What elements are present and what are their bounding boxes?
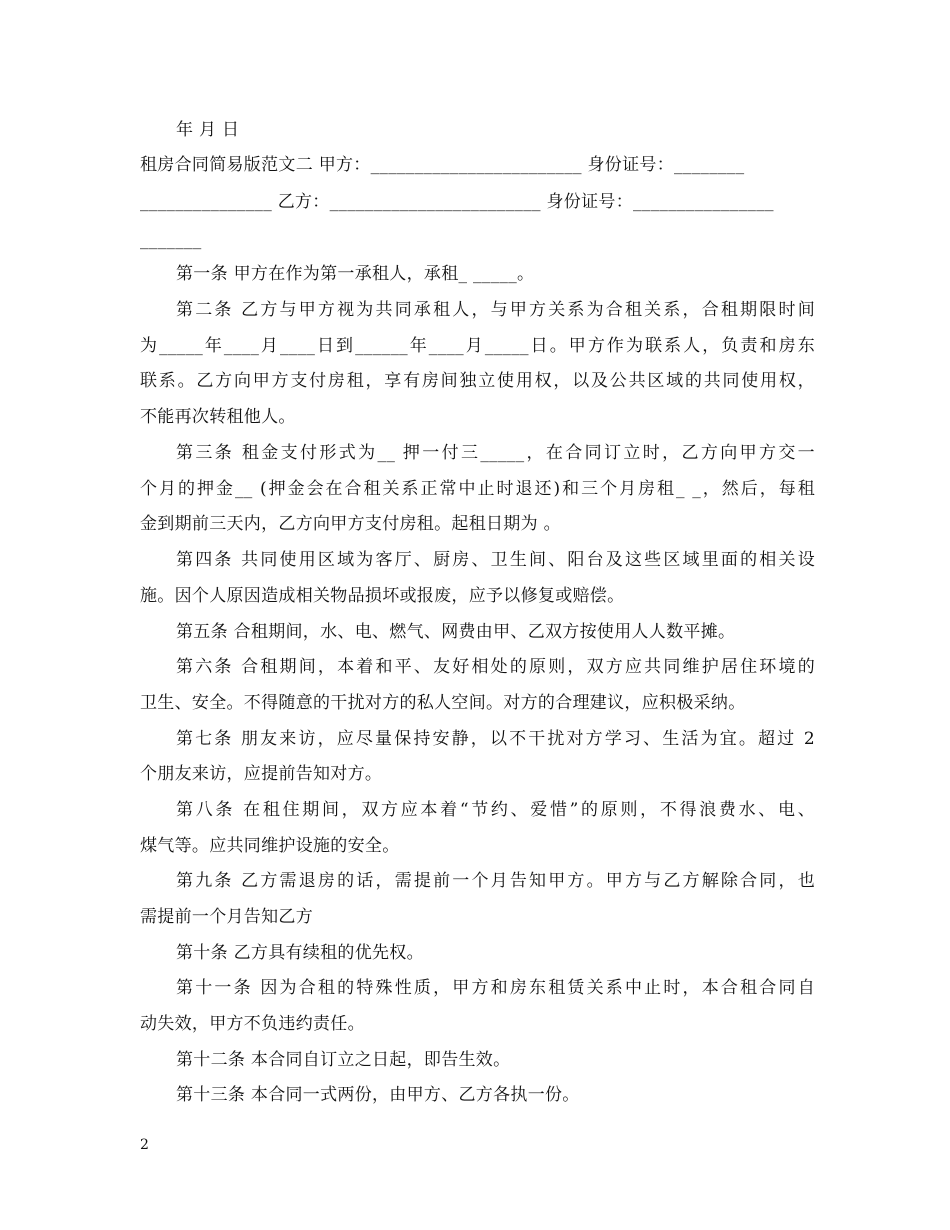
article-2-line-4: 不能再次转租他人。 xyxy=(140,407,296,427)
article-2-line-3: 联系。乙方向甲方支付房租，享有房间独立使用权，以及公共区域的共同使用权， xyxy=(140,371,815,391)
article-4-line-1: 第四条 共同使用区域为客厅、厨房、卫生间、阳台及这些区域里面的相关设 xyxy=(176,550,815,570)
article-11-line-1: 第十一条 因为合租的特殊性质，甲方和房东租赁关系中止时，本合租合同自 xyxy=(176,978,815,998)
article-3-line-1: 第三条 租金支付形式为__ 押一付三_____，在合同订立时，乙方向甲方交一 xyxy=(176,443,815,463)
article-2-line-1: 第二条 乙方与甲方视为共同承租人，与甲方关系为合租关系，合租期限时间 xyxy=(176,300,815,320)
article-3-line-3: 金到期前三天内，乙方向甲方支付房租。起租日期为 。 xyxy=(140,514,561,534)
article-8-line-1: 第八条 在租住期间，双方应本着“节约、爱惜”的原则，不得浪费水、电、 xyxy=(176,800,815,820)
article-9-line-1: 第九条 乙方需退房的话，需提前一个月告知甲方。甲方与乙方解除合同，也 xyxy=(176,871,815,891)
article-2-line-2: 为_____年____月____日到______年____月_____日。甲方作为联系人，负责和房东 xyxy=(140,336,815,356)
article-7-line-2: 个朋友来访，应提前告知对方。 xyxy=(140,764,383,784)
article-11-line-2: 动失效，甲方不负违约责任。 xyxy=(140,1014,365,1034)
article-4-line-2: 施。因个人原因造成相关物品损坏或报废，应予以修复或赔偿。 xyxy=(140,586,625,606)
article-3-line-2: 个月的押金__ (押金会在合租关系正常中止时退还)和三个月房租_ _，然后，每租 xyxy=(140,479,815,499)
article-8-line-2: 煤气等。应共同维护设施的安全。 xyxy=(140,836,400,856)
article-6-line-2: 卫生、安全。不得随意的干扰对方的私人空间。对方的合理建议，应积极采纳。 xyxy=(140,693,746,713)
date-line: 年 月 日 xyxy=(176,120,240,140)
article-10-line-1: 第十条 乙方具有续租的优先权。 xyxy=(176,943,424,963)
title-party-a-line: 租房合同简易版范文二 甲方：________________________ 身份证号：________ xyxy=(140,155,745,175)
page-number: 2 xyxy=(140,1137,149,1153)
article-6-line-1: 第六条 合租期间，本着和平、友好相处的原则，双方应共同维护居住环境的 xyxy=(176,657,815,677)
article-7-line-1: 第七条 朋友来访，应尽量保持安静，以不干扰对方学习、生活为宜。超过 2 xyxy=(176,729,815,749)
article-12-line-1: 第十二条 本合同自订立之日起，即告生效。 xyxy=(176,1050,511,1070)
party-b-line: _______________ 乙方：________________________ 身份证号：________________ xyxy=(140,192,774,212)
article-13-line-1: 第十三条 本合同一式两份，由甲方、乙方各执一份。 xyxy=(176,1085,580,1105)
article-5-line-1: 第五条 合租期间，水、电、燃气、网费由甲、乙双方按使用人人数平摊。 xyxy=(176,622,736,642)
id-continuation-line: _______ xyxy=(140,230,202,250)
article-9-line-2: 需提前一个月告知乙方 xyxy=(140,907,313,927)
article-1-line-1: 第一条 甲方在作为第一承租人，承租_ _____。 xyxy=(176,264,535,284)
